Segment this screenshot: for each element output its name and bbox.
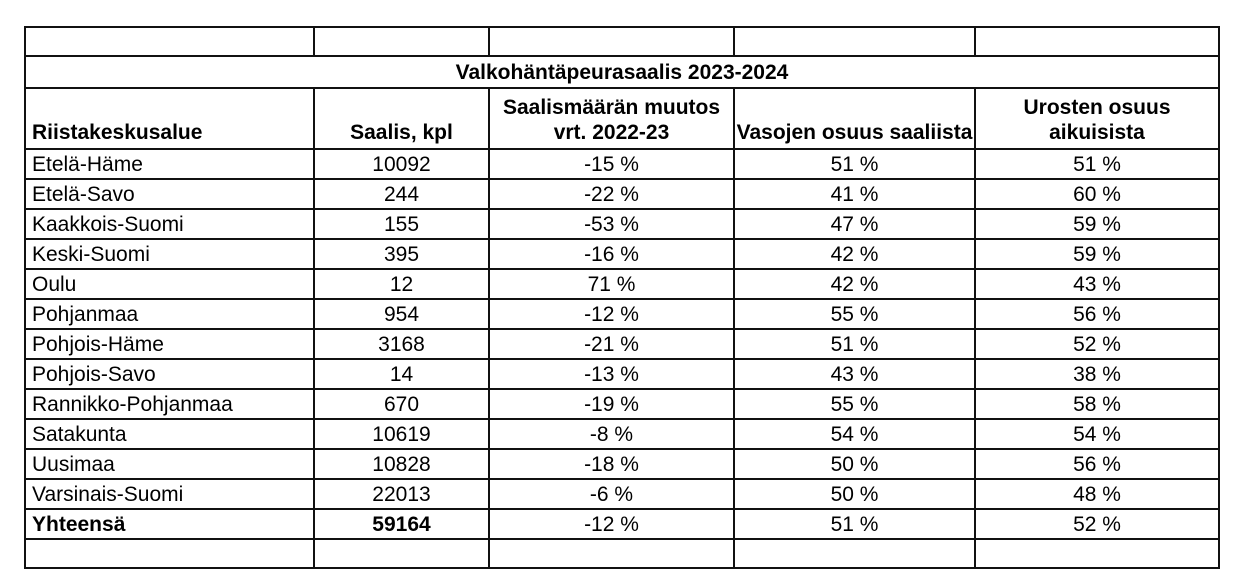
cell-fawn-share[interactable]: 42 % [734, 269, 975, 299]
cell-catch-count[interactable]: 12 [314, 269, 489, 299]
cell-fawn-share[interactable]: 51 % [734, 149, 975, 179]
table-row [25, 239, 1219, 269]
cell-catch-count[interactable]: 3168 [314, 329, 489, 359]
header-fawn-share[interactable]: Vasojen osuus saaliista [734, 88, 975, 149]
table-row [25, 479, 1219, 509]
table-row [25, 389, 1219, 419]
cell-catch-change[interactable]: -22 % [489, 179, 734, 209]
empty-cell[interactable] [314, 27, 489, 56]
empty-row-bottom [25, 539, 1219, 568]
table-row [25, 449, 1219, 479]
header-male-share[interactable]: Urosten osuus aikuisista [975, 88, 1219, 149]
cell-catch-count[interactable]: 954 [314, 299, 489, 329]
table-row [25, 179, 1219, 209]
cell-catch-count[interactable]: 670 [314, 389, 489, 419]
cell-region[interactable]: Uusimaa [25, 449, 314, 479]
table-row [25, 419, 1219, 449]
cell-region[interactable]: Keski-Suomi [25, 239, 314, 269]
cell-catch-change[interactable]: -6 % [489, 479, 734, 509]
table-row [25, 149, 1219, 179]
cell-fawn-share[interactable]: 42 % [734, 239, 975, 269]
cell-fawn-share[interactable]: 43 % [734, 359, 975, 389]
data-rows [25, 149, 1219, 509]
cell-region[interactable]: Kaakkois-Suomi [25, 209, 314, 239]
spreadsheet-table [24, 26, 1220, 569]
empty-cell[interactable] [734, 27, 975, 56]
cell-catch-count[interactable]: 155 [314, 209, 489, 239]
cell-catch-count[interactable]: 10828 [314, 449, 489, 479]
cell-fawn-share[interactable]: 50 % [734, 479, 975, 509]
total-catch-change[interactable]: -12 % [489, 509, 734, 539]
cell-region[interactable]: Pohjanmaa [25, 299, 314, 329]
cell-male-share[interactable]: 54 % [975, 419, 1219, 449]
empty-cell[interactable] [489, 27, 734, 56]
cell-region[interactable]: Oulu [25, 269, 314, 299]
total-catch-count[interactable]: 59164 [314, 509, 489, 539]
cell-catch-change[interactable]: -18 % [489, 449, 734, 479]
empty-cell[interactable] [975, 539, 1219, 568]
cell-fawn-share[interactable]: 51 % [734, 329, 975, 359]
cell-region[interactable]: Rannikko-Pohjanmaa [25, 389, 314, 419]
cell-male-share[interactable]: 60 % [975, 179, 1219, 209]
cell-region[interactable]: Satakunta [25, 419, 314, 449]
cell-male-share[interactable]: 43 % [975, 269, 1219, 299]
header-catch-count[interactable]: Saalis, kpl [314, 88, 489, 149]
cell-catch-count[interactable]: 10092 [314, 149, 489, 179]
table-row [25, 269, 1219, 299]
cell-male-share[interactable]: 58 % [975, 389, 1219, 419]
empty-cell[interactable] [489, 539, 734, 568]
cell-region[interactable]: Varsinais-Suomi [25, 479, 314, 509]
table-row [25, 329, 1219, 359]
cell-catch-change[interactable]: -8 % [489, 419, 734, 449]
cell-catch-change[interactable]: -16 % [489, 239, 734, 269]
table-row [25, 359, 1219, 389]
total-label[interactable]: Yhteensä [25, 509, 314, 539]
empty-row-top [25, 27, 1219, 56]
cell-fawn-share[interactable]: 54 % [734, 419, 975, 449]
cell-region[interactable]: Etelä-Savo [25, 179, 314, 209]
cell-catch-change[interactable]: 71 % [489, 269, 734, 299]
cell-fawn-share[interactable]: 47 % [734, 209, 975, 239]
total-row [25, 509, 1219, 539]
cell-male-share[interactable]: 59 % [975, 239, 1219, 269]
cell-male-share[interactable]: 51 % [975, 149, 1219, 179]
header-row [25, 88, 1219, 149]
title-row [25, 56, 1219, 88]
table-row [25, 299, 1219, 329]
cell-male-share[interactable]: 48 % [975, 479, 1219, 509]
cell-region[interactable]: Etelä-Häme [25, 149, 314, 179]
cell-catch-count[interactable]: 10619 [314, 419, 489, 449]
cell-fawn-share[interactable]: 41 % [734, 179, 975, 209]
cell-fawn-share[interactable]: 55 % [734, 389, 975, 419]
cell-region[interactable]: Pohjois-Savo [25, 359, 314, 389]
header-catch-change[interactable]: Saalismäärän muutos vrt. 2022-23 [489, 88, 734, 149]
header-region[interactable]: Riistakeskusalue [25, 88, 314, 149]
cell-catch-count[interactable]: 244 [314, 179, 489, 209]
cell-region[interactable]: Pohjois-Häme [25, 329, 314, 359]
total-male-share[interactable]: 52 % [975, 509, 1219, 539]
cell-catch-change[interactable]: -21 % [489, 329, 734, 359]
total-fawn-share[interactable]: 51 % [734, 509, 975, 539]
cell-catch-count[interactable]: 395 [314, 239, 489, 269]
table-title[interactable]: Valkohäntäpeurasaalis 2023-2024 [25, 56, 1219, 88]
cell-catch-count[interactable]: 22013 [314, 479, 489, 509]
cell-male-share[interactable]: 38 % [975, 359, 1219, 389]
cell-male-share[interactable]: 52 % [975, 329, 1219, 359]
cell-catch-change[interactable]: -12 % [489, 299, 734, 329]
cell-catch-change[interactable]: -15 % [489, 149, 734, 179]
empty-cell[interactable] [25, 539, 314, 568]
cell-catch-count[interactable]: 14 [314, 359, 489, 389]
empty-cell[interactable] [314, 539, 489, 568]
empty-cell[interactable] [734, 539, 975, 568]
cell-catch-change[interactable]: -53 % [489, 209, 734, 239]
cell-catch-change[interactable]: -19 % [489, 389, 734, 419]
empty-cell[interactable] [975, 27, 1219, 56]
cell-fawn-share[interactable]: 55 % [734, 299, 975, 329]
table-row [25, 209, 1219, 239]
cell-male-share[interactable]: 56 % [975, 449, 1219, 479]
cell-fawn-share[interactable]: 50 % [734, 449, 975, 479]
cell-male-share[interactable]: 56 % [975, 299, 1219, 329]
empty-cell[interactable] [25, 27, 314, 56]
cell-male-share[interactable]: 59 % [975, 209, 1219, 239]
cell-catch-change[interactable]: -13 % [489, 359, 734, 389]
